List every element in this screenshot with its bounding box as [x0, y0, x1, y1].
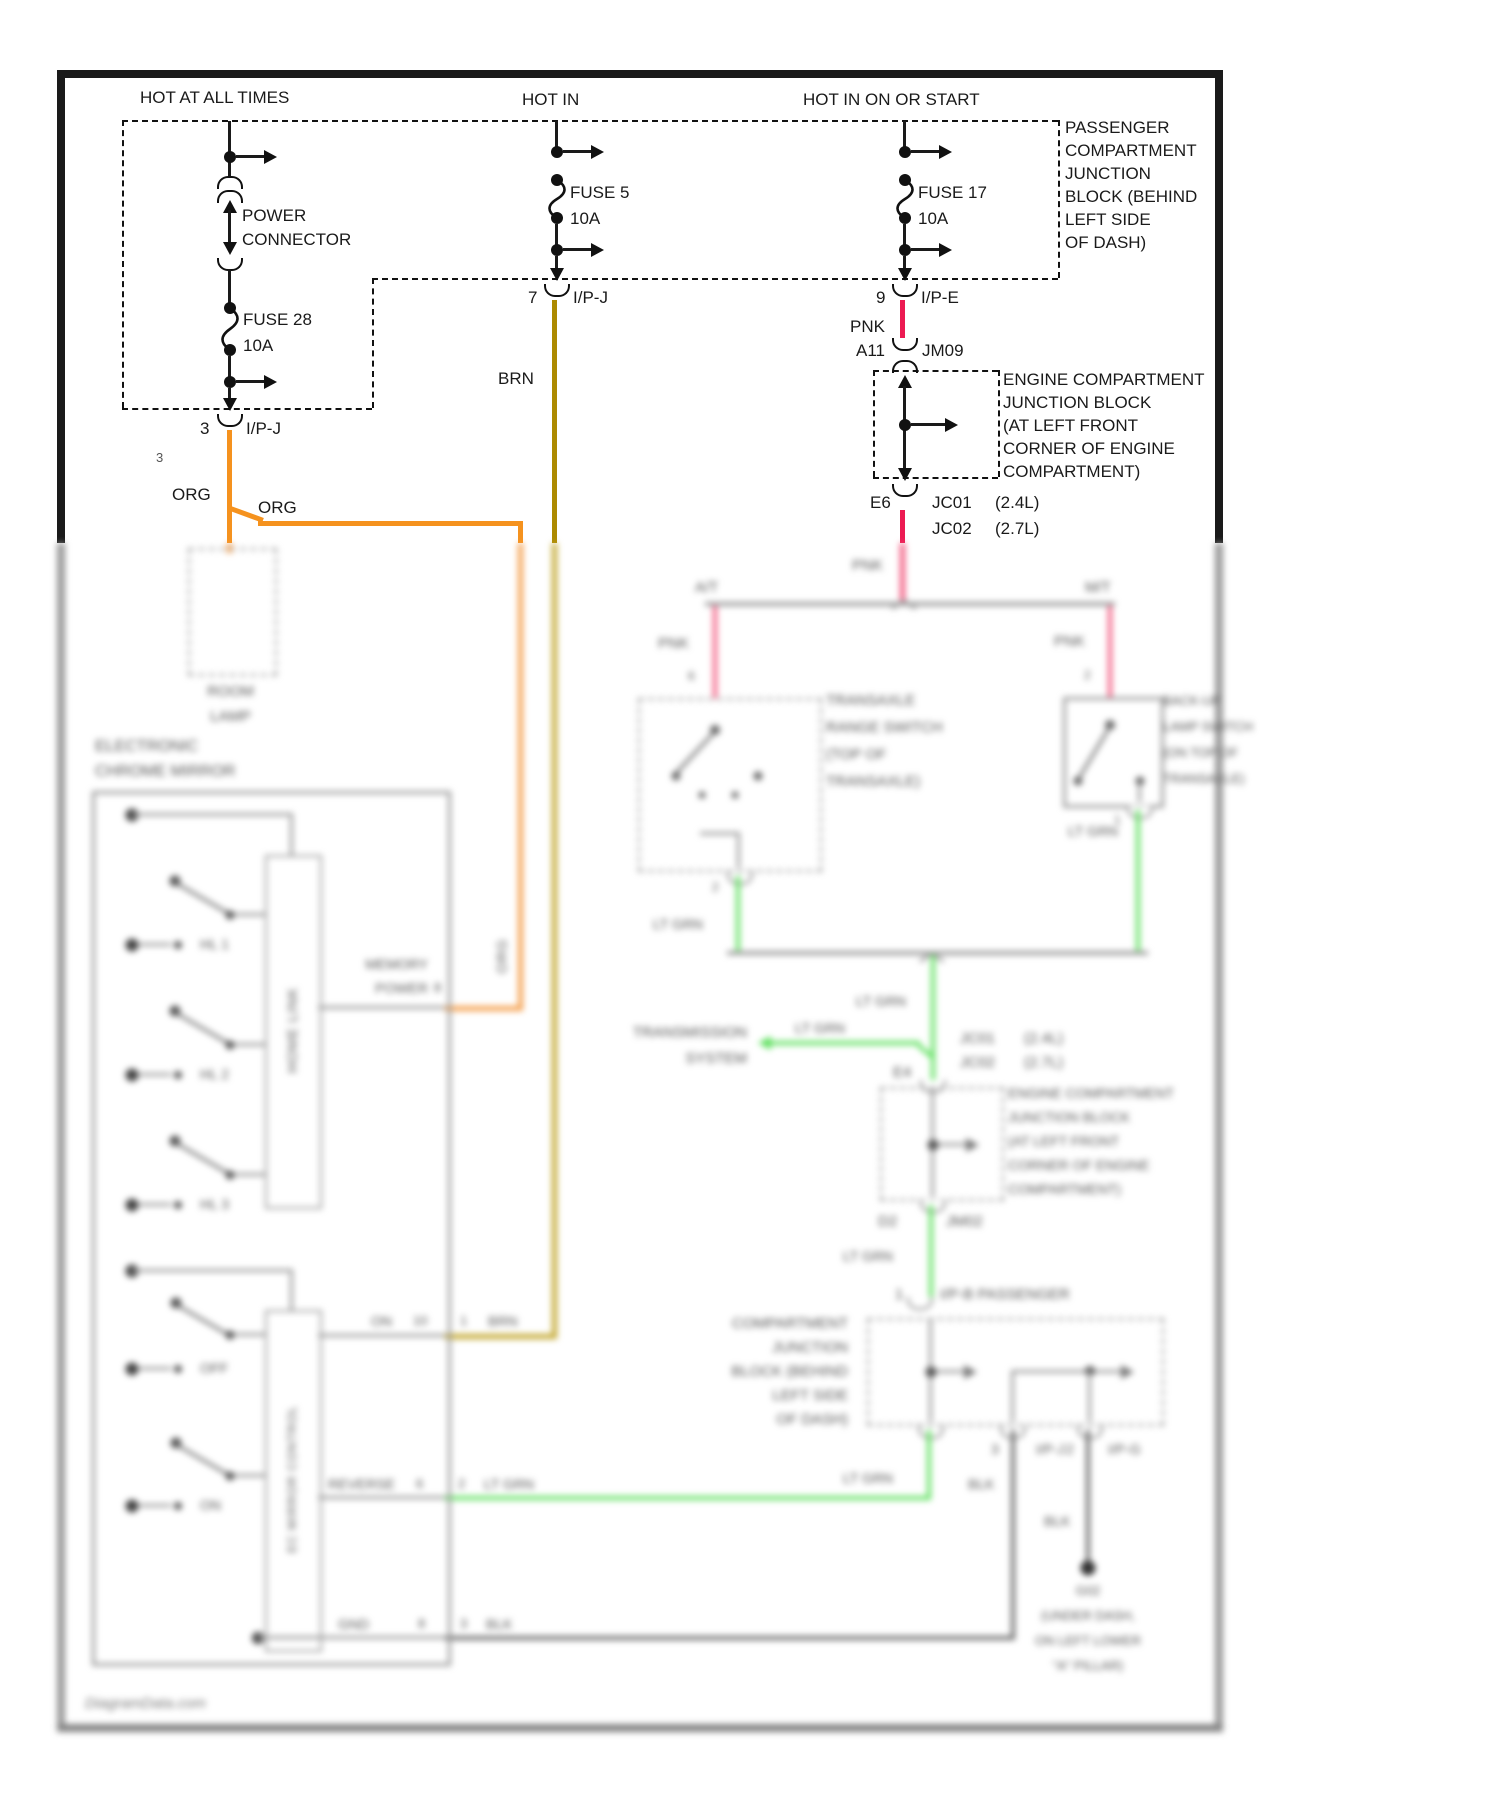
trs-label-line3: (TOP OF — [826, 746, 887, 763]
mirror-wire — [234, 1173, 265, 1176]
wire-ltgrn-reverse-h — [445, 1496, 931, 1500]
mirror-wire — [290, 1269, 293, 1310]
wire-pnk-label: PNK — [850, 317, 885, 336]
conn7-name: I/P-J — [573, 288, 608, 307]
reverse-conn-number: 2 — [458, 1476, 466, 1491]
trs-exit-pin: 2 — [712, 880, 719, 894]
transaxle-range-switch-box — [638, 698, 822, 872]
trs-internal-v — [737, 832, 740, 868]
fuse5-rating: 10A — [570, 209, 601, 228]
power-connector-label-1: POWER — [242, 206, 307, 225]
junction-dot — [224, 376, 236, 388]
connector-cup-icon — [544, 284, 570, 297]
transmission-system-label-2: SYSTEM — [685, 1050, 747, 1067]
switch-contact-dot — [672, 772, 681, 781]
bul-exit-pin: 1 — [1114, 813, 1121, 827]
wire-brn-top — [552, 300, 557, 543]
reverse-pin-wire — [318, 1496, 445, 1499]
terminal-dot — [126, 1363, 139, 1376]
branch-arrow-icon — [264, 150, 277, 164]
pcjb2-label-line2: JUNCTION — [772, 1339, 848, 1356]
mirror-switch-label-off: OFF — [200, 1360, 228, 1376]
fuse28-name: FUSE 28 — [243, 310, 312, 329]
power-connector-label-2: CONNECTOR — [242, 230, 352, 249]
terminal-dot — [126, 1199, 139, 1212]
merge-bus — [727, 951, 1148, 955]
junction-dot — [551, 146, 563, 158]
pcjb2-internal-v1 — [1011, 1370, 1014, 1422]
room-lamp-pin: 3 — [156, 450, 164, 465]
branch-stub — [236, 155, 264, 158]
fuse5-bottom-dot — [551, 212, 563, 224]
branch-stub — [911, 248, 939, 251]
wire-ltgrn-e — [927, 1430, 931, 1500]
connector-cup-icon — [892, 284, 918, 297]
mirror-wire — [139, 1367, 171, 1370]
room-lamp-label-2: LAMP — [210, 708, 251, 725]
mirror-wire — [290, 813, 293, 855]
branch-stub — [938, 1143, 966, 1146]
junction-dot — [899, 244, 911, 256]
pcjb-label-line4: BLOCK (BEHIND — [1065, 187, 1198, 206]
connector-cup-icon — [892, 484, 918, 497]
wire-org-vert-label: ORG — [493, 938, 510, 974]
backup-lamp-switch-box — [1063, 697, 1164, 808]
homelink-label: HOME LINK — [283, 986, 300, 1074]
exit-arrow-icon — [898, 468, 912, 481]
mirror-wire — [139, 1504, 171, 1507]
mirror-wire — [139, 943, 171, 946]
fuse28-bottom-dot — [224, 344, 236, 356]
switch-contact-dot — [174, 941, 182, 949]
wire-blk-label-3: BLK — [486, 1616, 513, 1632]
col2-wire-c — [555, 256, 558, 268]
bul-label-line2: LAMP SWITCH — [1163, 719, 1254, 734]
pcjb-label-line3: JUNCTION — [1065, 164, 1151, 183]
junction-dot — [926, 1367, 937, 1378]
memory-pin-number: 8 — [434, 980, 442, 995]
header-hot-at-all-times: HOT AT ALL TIMES — [140, 88, 290, 107]
terminal-dot — [126, 1500, 139, 1513]
on-conn-number: 1 — [460, 1313, 468, 1328]
reverse-pin-name: REVERSE — [328, 1476, 395, 1492]
g02-label-line4: "A" PILLAR) — [1052, 1658, 1124, 1673]
conn3-number: 3 — [200, 419, 210, 438]
wire-ltgrn-label-e: LT GRN — [843, 1248, 894, 1264]
ecjb2-label-line1: ENGINE COMPARTMENT — [1008, 1085, 1174, 1101]
jc02-engine-2: (2.7L) — [1024, 1054, 1064, 1071]
wire-pnk-c — [900, 543, 905, 606]
header-hot-in-on-or-start: HOT IN ON OR START — [803, 90, 980, 109]
wire-ltgrn-label-f: LT GRN — [843, 1470, 894, 1486]
wire-pnk-b — [900, 510, 905, 543]
switch-contact-dot — [174, 1201, 182, 1209]
branch-mt-label: M/T — [1085, 579, 1111, 596]
room-lamp-box — [188, 548, 277, 676]
jc02-label: JC02 — [932, 519, 972, 538]
bul-label-line1: BACK-UP — [1163, 693, 1221, 708]
mirror-switch-label-hl3: HL 3 — [200, 1196, 230, 1212]
branch-at-label: A/T — [695, 579, 719, 596]
on-pin-wire — [318, 1334, 445, 1337]
reverse-pin-number: 6 — [416, 1476, 424, 1491]
wire-org-branch-v-top — [518, 521, 523, 543]
wire-org-label-1: ORG — [172, 485, 211, 504]
memory-pin-wire — [318, 1006, 445, 1009]
ecjb2-label-line3: (AT LEFT FRONT — [1008, 1133, 1120, 1149]
connector-cup-icon — [918, 1426, 944, 1439]
connector-down-arrow-icon — [223, 242, 237, 255]
ecjb-top-edge — [873, 370, 998, 372]
branch-arrow-icon — [939, 145, 952, 159]
fuse5-name: FUSE 5 — [570, 183, 630, 202]
ecjb-right-edge — [998, 370, 1000, 477]
jb-top-edge — [122, 120, 1058, 122]
splice-a11-label: A11 — [856, 341, 885, 360]
gnd-conn-number: 3 — [460, 1616, 468, 1631]
jc01-label-2: JC01 — [960, 1030, 996, 1047]
ecjb-label-line3: (AT LEFT FRONT — [1003, 416, 1139, 435]
jc02-engine: (2.7L) — [995, 519, 1040, 538]
ecjb-label-line4: CORNER OF ENGINE — [1003, 439, 1175, 458]
wire-ltgrn-label-c: LT GRN — [856, 993, 907, 1009]
wire-ltgrn-d — [929, 1205, 933, 1297]
ipj-out-pin: 3 — [991, 1441, 999, 1457]
wire-ltgrn-c — [931, 955, 935, 1080]
jb-left-edge — [122, 120, 124, 408]
connector-cup-icon — [907, 1297, 933, 1310]
frame-bottom — [57, 1724, 1223, 1732]
wire-org-memory-h — [445, 1006, 523, 1011]
wire-brn-elbow — [445, 1334, 557, 1339]
pc jb-label-line6: OF DASH) — [1065, 233, 1147, 252]
wire-ltgrn-label-d: LT GRN — [795, 1020, 846, 1036]
ipg-out-name: I/P-G — [1108, 1441, 1141, 1457]
pcjb2-label-line4: LEFT SIDE — [772, 1387, 848, 1404]
mirror-wire — [234, 1043, 265, 1046]
gnd-pin-name: GND — [338, 1616, 370, 1632]
trs-label-line4: TRANSAXLE) — [826, 773, 921, 790]
mirror-switch-label-hl1: HL 1 — [200, 936, 230, 952]
frame-right-top — [1215, 70, 1223, 543]
fuse17-bottom-dot — [899, 212, 911, 224]
memory-label-1: MEMORY — [365, 956, 428, 972]
branch-stub — [911, 423, 945, 426]
jb-right-edge — [1058, 120, 1060, 278]
ecjb-label-line5: COMPARTMENT) — [1003, 462, 1141, 481]
trs-internal-h — [700, 832, 740, 835]
terminal-dot — [126, 1069, 139, 1082]
branch-arrow-icon — [591, 145, 604, 159]
trs-pin-number: 6 — [688, 669, 695, 683]
wire-ltgrn-label-a: LT GRN — [653, 916, 704, 932]
branch-stub — [936, 1370, 964, 1373]
ecjb-label-line2: JUNCTION BLOCK — [1003, 393, 1152, 412]
wire-org-main — [227, 430, 232, 543]
frame-left-bottom — [57, 543, 65, 1731]
conn3-name: I/P-J — [246, 419, 281, 438]
mirror-wire — [234, 1474, 265, 1477]
connector-cup-icon — [892, 338, 918, 351]
ecjb2-label-line4: CORNER OF ENGINE — [1008, 1157, 1150, 1173]
wire-brn-label: BRN — [498, 369, 534, 388]
bul-pin-number: 2 — [1084, 668, 1091, 682]
ecjb-left-edge — [873, 370, 875, 477]
branch-stub — [563, 150, 591, 153]
branch-arrow-icon — [939, 243, 952, 257]
jc01-engine-2: (2.4L) — [1024, 1030, 1064, 1047]
wire-pnk-label-2: PNK — [852, 557, 883, 574]
col1-wire-a — [228, 121, 231, 176]
wire-brn-bottom — [552, 543, 557, 1338]
ecjb2-label-line2: JUNCTION BLOCK — [1008, 1109, 1131, 1125]
pcjb2-label-line3: BLOCK (BEHIND — [731, 1363, 848, 1380]
header-hot-in: HOT IN — [522, 90, 580, 109]
wire-pnk-label-3: PNK — [658, 635, 689, 652]
wire-org-branch-h — [258, 521, 523, 526]
ipb-name: I/P-B PASSENGER — [940, 1286, 1070, 1303]
trs-label-line1: TRANSAXLE — [826, 692, 916, 709]
gnd-pin-number: 8 — [418, 1616, 426, 1631]
pcjb-label-line2: COMPARTMENT — [1065, 141, 1197, 160]
conn-d2-label: D2 — [878, 1213, 898, 1230]
mirror-wire — [132, 1269, 292, 1272]
ground-dot — [1081, 1561, 1096, 1576]
pcjb2-internal-v2 — [1088, 1370, 1091, 1422]
conn-e4-label: E4 — [893, 1064, 912, 1081]
connector-chevron-icon — [217, 176, 243, 189]
branch-arrow-icon — [945, 418, 958, 432]
g02-label-line1: G02 — [1075, 1583, 1101, 1598]
fuse17-name: FUSE 17 — [918, 183, 987, 202]
memory-label-2: POWER — [375, 980, 428, 996]
fuse28-rating: 10A — [243, 336, 274, 355]
ecjb-label-line1: ENGINE COMPARTMENT — [1003, 370, 1205, 389]
conn9-name: I/P-E — [921, 288, 959, 307]
mirror-switch-label-hl2: HL 2 — [200, 1066, 230, 1082]
wire-brn-label-2: BRN — [488, 1313, 518, 1329]
mirror-wire — [139, 1073, 171, 1076]
conn-e6-label: E6 — [870, 493, 891, 512]
pcjb2-label-line5: OF DASH) — [776, 1411, 848, 1428]
junction-dot — [899, 419, 911, 431]
wire-blk-long-h — [445, 1636, 1015, 1640]
mirror-title-line1: ELECTRONIC — [95, 738, 199, 755]
trs-label-line2: RANGE SWITCH — [826, 719, 943, 736]
col3-wire-c — [903, 256, 906, 268]
branch-arrow-icon — [966, 1138, 979, 1152]
exit-arrow-icon — [223, 398, 237, 411]
terminal-dot — [126, 939, 139, 952]
switch-contact-dot — [699, 792, 706, 799]
branch-arrow-icon — [964, 1365, 977, 1379]
branch-arrow-icon — [264, 375, 277, 389]
branch-arrow-icon — [1121, 1365, 1134, 1379]
mirror-title-line2: CHROME MIRROR — [95, 763, 236, 780]
branch-stub — [563, 248, 591, 251]
branch-arrow-icon — [591, 243, 604, 257]
frame-top — [57, 70, 1223, 78]
ipg-out-pin: 2 — [1066, 1441, 1074, 1457]
jc01-engine: (2.4L) — [995, 493, 1040, 512]
bul-label-line4: TRANSAXLE) — [1163, 771, 1245, 786]
wire-blk-label-1: BLK — [968, 1476, 995, 1492]
pcjb-label-line5: LEFT SIDE — [1065, 210, 1151, 229]
mirror-wire — [234, 1333, 265, 1336]
g02-label-line3: ON LEFT LOWER — [1035, 1633, 1141, 1648]
junction-dot — [899, 146, 911, 158]
connector-cup-icon — [1127, 806, 1153, 819]
watermark: DiagramData.com — [85, 1695, 206, 1712]
bul-internal-v — [1138, 784, 1141, 802]
connector-cup-icon — [727, 872, 753, 885]
junction-dot — [224, 151, 236, 163]
jc02-label-2: JC02 — [960, 1054, 996, 1071]
switch-contact-dot — [1074, 777, 1083, 786]
conn7-number: 7 — [528, 288, 538, 307]
ipb-pin: 1 — [895, 1286, 904, 1303]
wire-ltgrn-b — [1136, 810, 1140, 953]
connector-cup-icon — [920, 1200, 946, 1213]
jb-bottom-wide-edge — [372, 278, 1058, 280]
wire-pnk-at — [713, 606, 717, 698]
wire-ltgrn-label-g: LT GRN — [484, 1476, 535, 1492]
switch-contact-dot — [174, 1502, 182, 1510]
wire-ltgrn-label-b: LT GRN — [1068, 823, 1119, 839]
connector-cup-icon — [1077, 1426, 1103, 1439]
ecjb-bottom-edge — [873, 477, 998, 479]
wire-pnk-a — [900, 300, 905, 338]
connector-cup-icon — [217, 414, 243, 427]
switch-contact-dot — [174, 1071, 182, 1079]
wire-blk-label-2: BLK — [1044, 1513, 1071, 1529]
wire-pnk-mt — [1108, 606, 1112, 697]
wire-pnk-label-4: PNK — [1054, 633, 1085, 650]
blurred-diagram-area — [0, 543, 1500, 1814]
ecjb2-label-line5: COMPARTMENT) — [1008, 1181, 1122, 1197]
wire-blk-gnd-v — [1086, 1430, 1090, 1563]
wire-ltgrn-a — [736, 876, 740, 953]
exit-arrow-icon — [550, 268, 564, 281]
wire-org-branch-v — [518, 543, 523, 1010]
switch-contact-dot — [174, 1365, 182, 1373]
mirror-wire — [234, 913, 265, 916]
pcjb-label-line1: PASSENGER — [1065, 118, 1170, 137]
jb-bottom-left-edge — [122, 408, 372, 410]
bul-label-line3: (ON TOP OF — [1163, 745, 1239, 760]
g02-label-line2: (UNDER DASH, — [1041, 1608, 1135, 1623]
junction-dot — [551, 244, 563, 256]
transmission-system-label-1: TRANSMISSION — [632, 1024, 747, 1041]
on-pin-name: ON — [371, 1313, 392, 1329]
mirror-switch-label-on: ON — [200, 1497, 221, 1513]
exit-arrow-icon — [898, 268, 912, 281]
pcjb2-label-line1: COMPARTMENT — [731, 1315, 848, 1332]
branch-stub — [1095, 1370, 1121, 1373]
pcjb2-internal-h — [1013, 1370, 1090, 1373]
fuse17-rating: 10A — [918, 209, 949, 228]
conn9-number: 9 — [876, 288, 886, 307]
branch-stub — [236, 380, 264, 383]
room-lamp-label-1: ROOM — [207, 683, 254, 700]
splice-jm09-label: JM09 — [922, 341, 964, 360]
ipj-out-name: I/P-J — [1036, 1441, 1065, 1457]
wire-org-label-2: ORG — [258, 498, 297, 517]
connector-body — [228, 210, 231, 242]
jc01-label: JC01 — [932, 493, 972, 512]
switch-contact-dot — [732, 792, 739, 799]
on-pin-number: 10 — [413, 1313, 428, 1328]
junction-dot — [928, 1140, 939, 1151]
mirror-wire — [132, 813, 292, 816]
mirror-wire — [139, 1203, 171, 1206]
mirror-control-label: EC MIRROR CONTROL — [284, 1405, 299, 1553]
conn-jm02-label: JM02 — [946, 1213, 983, 1230]
switch-contact-dot — [754, 772, 763, 781]
jb-step-edge — [372, 278, 374, 408]
gnd-pin-wire — [258, 1636, 445, 1639]
frame-left-top — [57, 70, 65, 543]
wire-ltgrn-arrowline — [770, 1041, 920, 1045]
branch-stub — [911, 150, 939, 153]
